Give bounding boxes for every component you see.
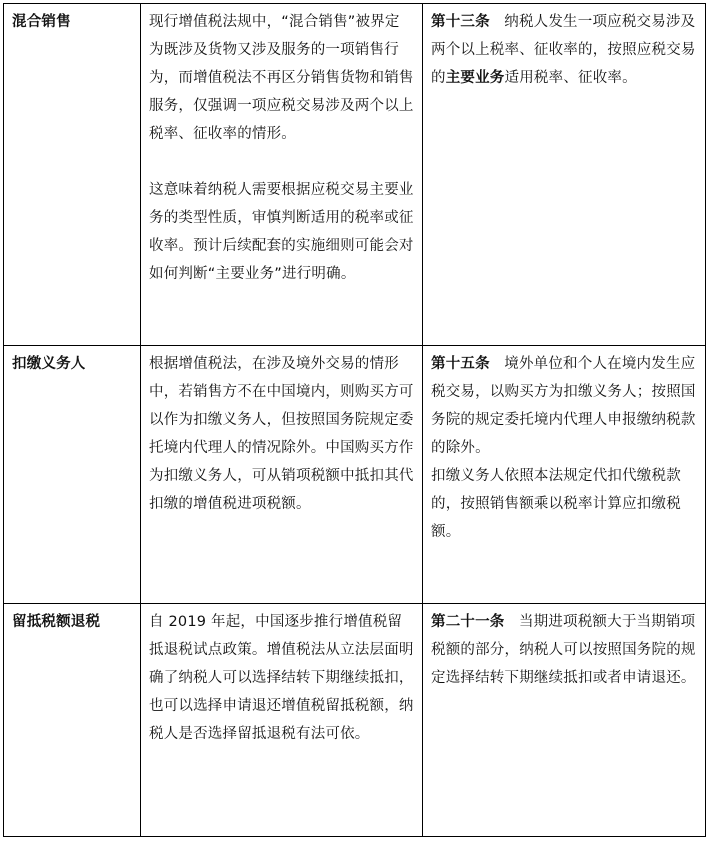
article-text — [431, 608, 697, 692]
topic-cell: 混合销售 — [4, 4, 141, 346]
article-number: 第十五条 — [431, 356, 490, 372]
article-keyword: 主要业务 — [445, 70, 505, 86]
analysis-paragraph: 自 2019 年起，中国逐步推行增值税留抵退税试点政策。增值税法从立法层面明确了纳税人可以选择结转下期继续抵扣，也可以选择申请退还增值税留抵税额，纳税人是否选择留抵退税有法可依。 — [149, 614, 414, 742]
article-cell — [423, 346, 706, 604]
article-cell — [423, 604, 706, 837]
article-cell — [423, 4, 706, 346]
topic-cell: 扣缴义务人 — [4, 346, 141, 604]
article-number: 第二十一条 — [431, 614, 505, 630]
article-text — [431, 8, 697, 92]
analysis-paragraph: 现行增值税法规中，“混合销售”被界定为既涉及货物又涉及服务的一项销售行为，而增值税法不再区分销售货物和销售服务，仅强调一项应税交易涉及两个以上税率、征收率的情形。 — [149, 14, 414, 142]
analysis-cell — [141, 604, 423, 837]
analysis-cell — [141, 346, 423, 604]
analysis-paragraph: 这意味着纳税人需要根据应税交易主要业务的类型性质，审慎判断适用的税率或征收率。预计后续配套的实施细则可能会对如何判断“主要业务”进行明确。 — [149, 182, 414, 282]
article-body: 境外单位和个人在境内发生应税交易，以购买方为扣缴义务人；按照国务院的规定委托境内代理人申报缴纳税款的除外。 — [431, 356, 696, 456]
vat-comparison-table — [3, 3, 706, 837]
table-row-mixed-sales — [4, 4, 706, 346]
analysis-cell — [141, 4, 423, 346]
article-body-tail: 适用税率、征收率。 — [504, 70, 637, 86]
analysis-paragraph: 根据增值税法，在涉及境外交易的情形中，若销售方不在中国境内，则购买方可以作为扣缴义务人，但按照国务院规定委托境内代理人的情况除外。中国购买方作为扣缴义务人，可从销项税额中抵扣其代扣缴的增值税进项税额。 — [149, 356, 414, 512]
article-text — [431, 350, 697, 462]
article-body: 纳税人发生一项应税交易涉及两个以上税率、征收率的，按照应税交易的 — [431, 14, 696, 86]
table-row-vat-credit-refund — [4, 604, 706, 837]
article-body: 当期进项税额大于当期销项税额的部分，纳税人可以按照国务院的规定选择结转下期继续抵扣或者申请退还。 — [431, 614, 696, 686]
article-number: 第十三条 — [431, 14, 490, 30]
table-row-withholding-agent — [4, 346, 706, 604]
article-extra-paragraph: 扣缴义务人依照本法规定代扣代缴税款的，按照销售额乘以税率计算应扣缴税额。 — [431, 468, 681, 540]
topic-cell: 留抵税额退税 — [4, 604, 141, 837]
